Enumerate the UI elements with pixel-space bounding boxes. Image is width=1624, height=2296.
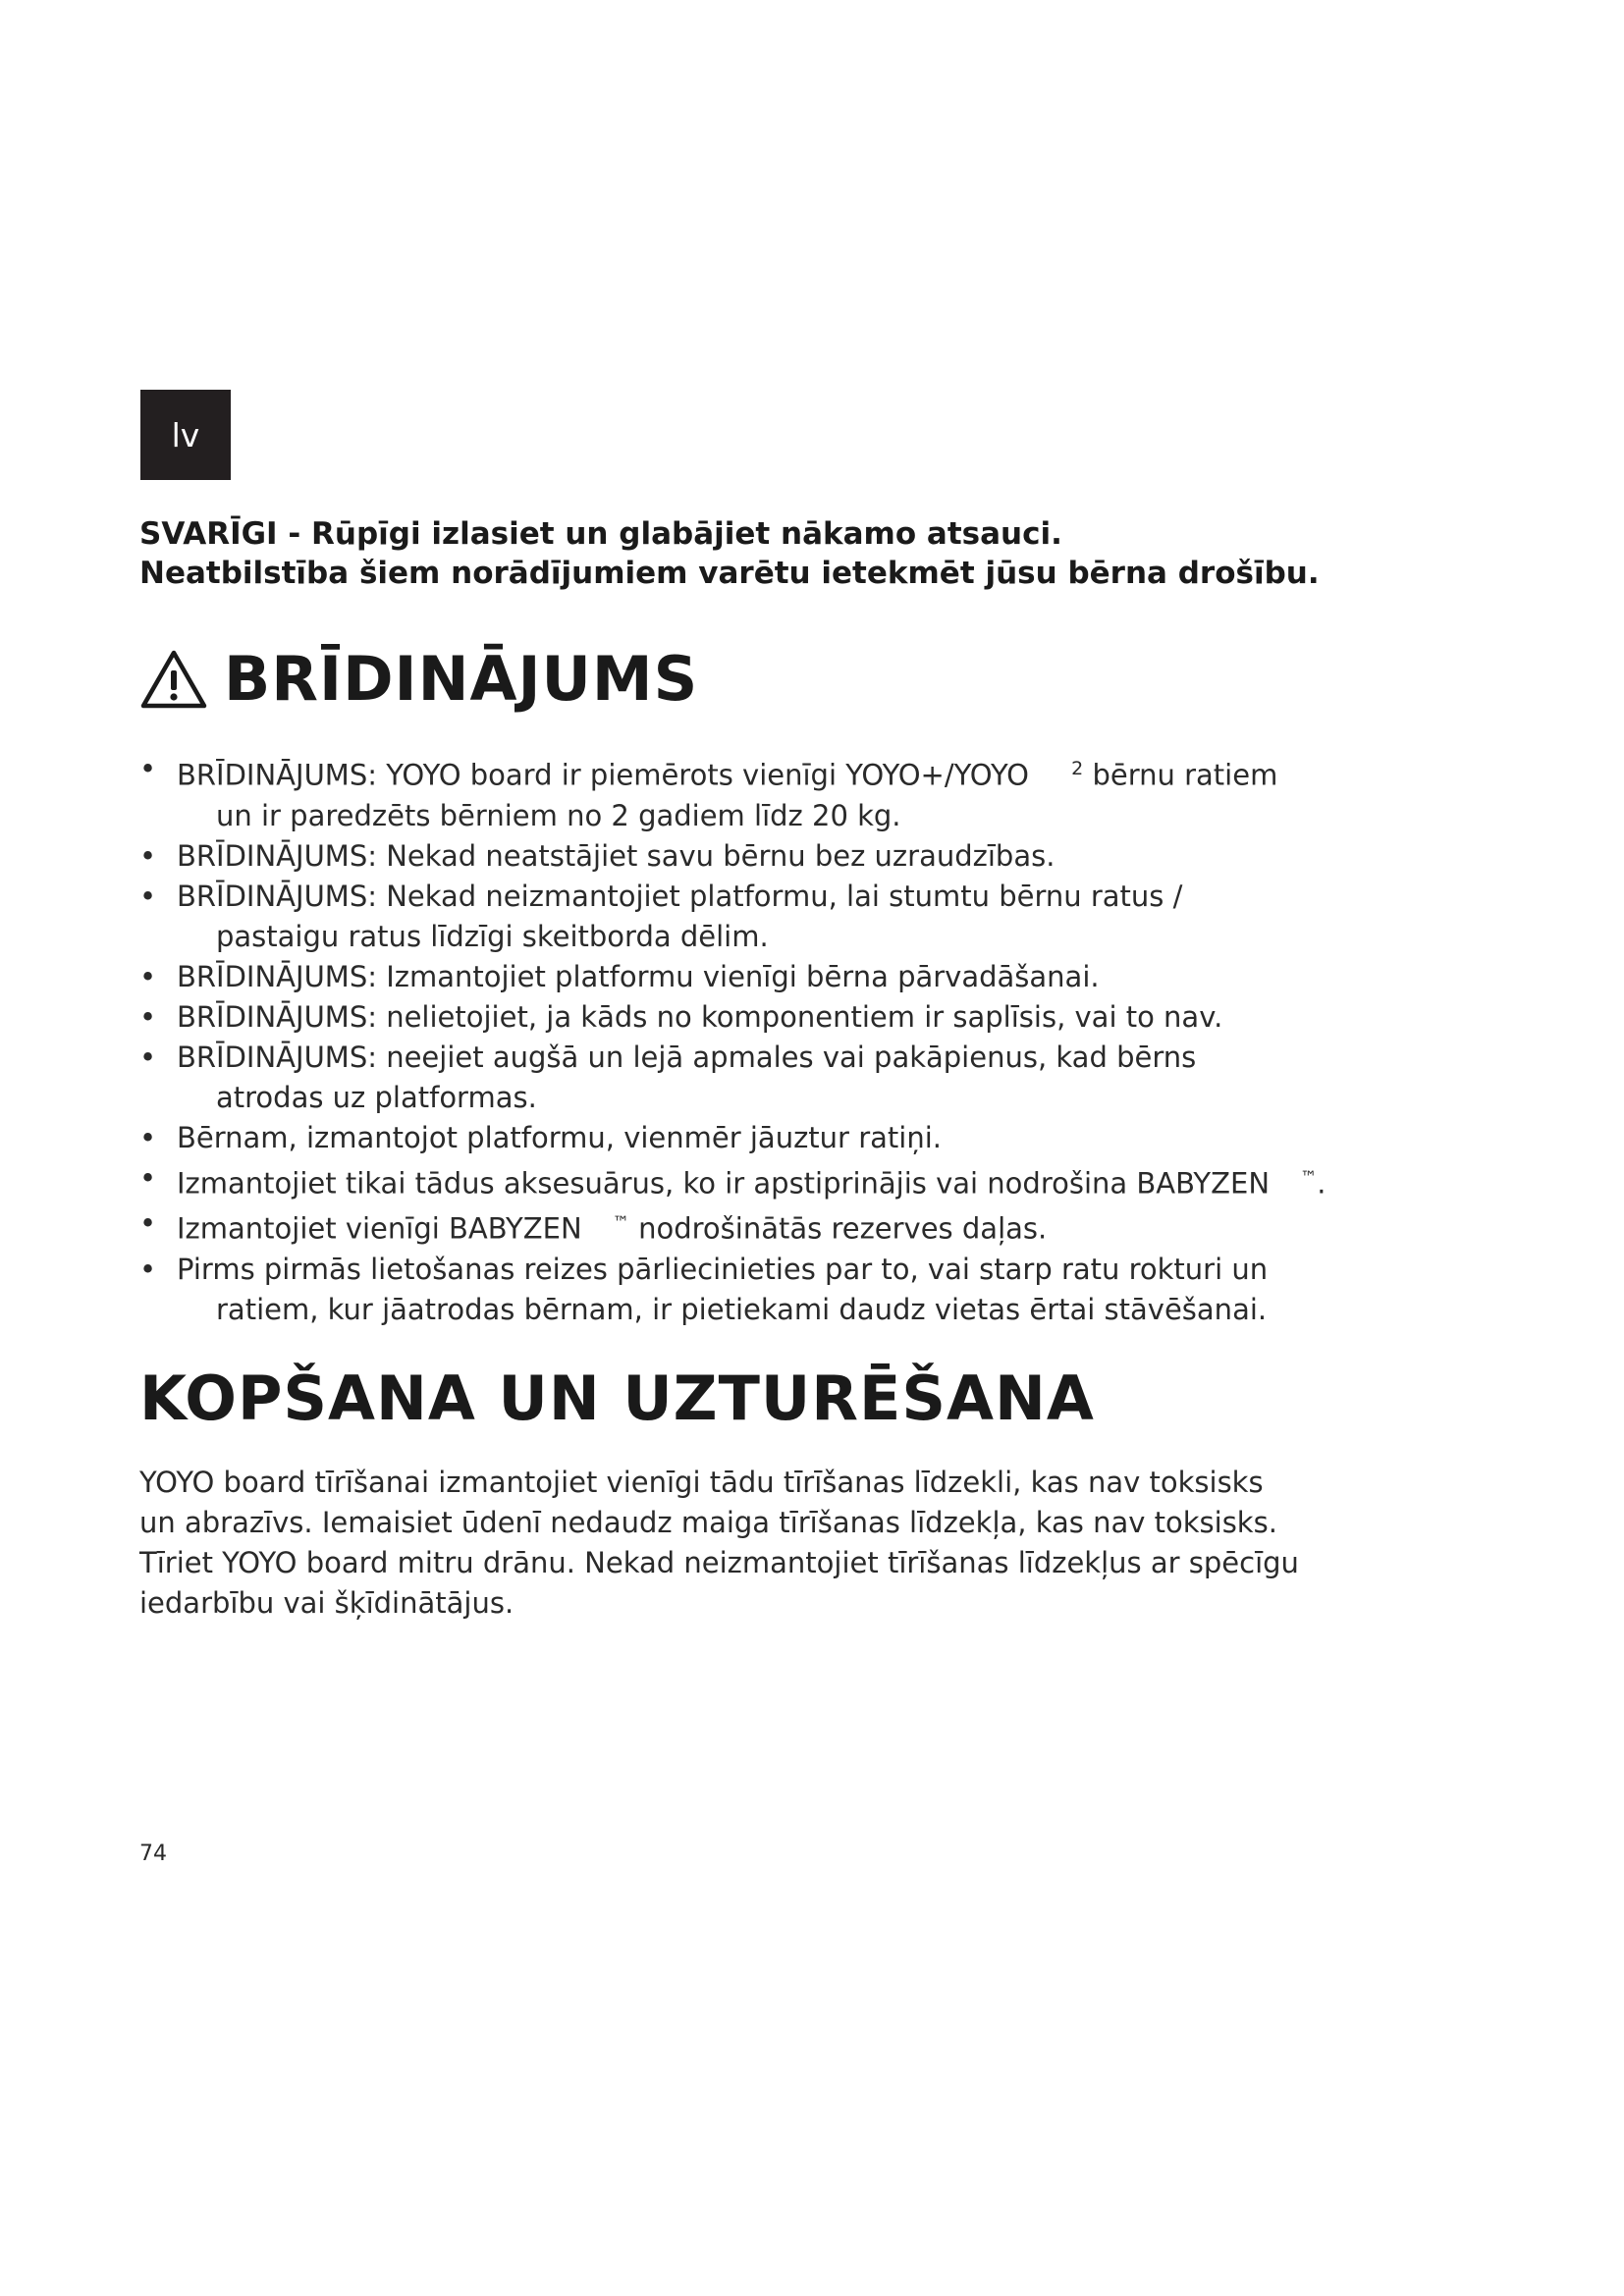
bullet: • [139, 752, 157, 785]
warning-title: BRĪDINĀJUMS [224, 643, 699, 715]
list-item [139, 1038, 1494, 1118]
warning-item-5-text: BRĪDINĀJUMS: nelietojiet, ja kāds no komponentiem ir saplīsis, vai to nav. [177, 999, 1223, 1034]
warning-heading [139, 643, 698, 715]
care-line-2: un abrazīvs. Iemaisiet ūdenī nedaudz maiga tīrīšanas līdzekļa, kas nav toksisks. [139, 1506, 1277, 1539]
bullet: • [139, 1160, 157, 1195]
bullet: • [139, 879, 157, 913]
bullet: • [139, 1040, 157, 1074]
list-item [139, 1203, 1494, 1250]
warning-item-3-text: BRĪDINĀJUMS: Nekad neizmantojiet platformu, lai stumtu bērnu ratus / [177, 879, 1183, 913]
bullet: • [139, 1252, 157, 1286]
list-item [139, 1250, 1494, 1330]
care-paragraph [139, 1463, 1514, 1624]
list-item [139, 877, 1494, 957]
warning-item-10-text: Pirms pirmās lietošanas reizes pārliecinieties par to, vai starp ratu rokturi un [177, 1252, 1269, 1286]
warning-item-1-cont: un ir paredzēts bērniem no 2 gadiem līdz 20 kg. [216, 798, 901, 832]
warning-triangle-icon [139, 649, 208, 710]
warning-item-8-text: Izmantojiet tikai tādus aksesuārus, ko ir apstiprinājis vai nodrošina BABYZEN [177, 1166, 1271, 1201]
trademark: ™ [612, 1213, 629, 1234]
list-item [139, 1158, 1494, 1204]
care-title: KOPŠANA UN UZTURĒŠANA [139, 1362, 1095, 1434]
warning-item-9-text-end: nodrošinātās rezerves daļas. [638, 1211, 1048, 1246]
language-badge: lv [140, 390, 231, 480]
list-item [139, 997, 1494, 1038]
bullet: • [139, 959, 157, 993]
warning-item-6-text: BRĪDINĀJUMS: neejiet augšā un lejā apmales vai pakāpienus, kad bērns [177, 1040, 1197, 1074]
warning-item-9-text: Izmantojiet vienīgi BABYZEN [177, 1211, 582, 1246]
warning-list [139, 749, 1494, 1330]
warning-item-10-cont: ratiem, kur jāatrodas bērnam, ir pietiekami daudz vietas ērtai stāvēšanai. [216, 1292, 1268, 1326]
bullet: • [139, 1206, 157, 1241]
bullet: • [139, 838, 157, 873]
warning-item-3-cont: pastaigu ratus līdzīgi skeitborda dēlim. [216, 919, 769, 953]
list-item [139, 1118, 1494, 1158]
important-notice [139, 514, 1494, 593]
list-item [139, 749, 1494, 836]
important-line-1: SVARĪGI - Rūpīgi izlasiet un glabājiet nākamo atsauci. [139, 516, 1062, 552]
page-number: 74 [139, 1842, 167, 1866]
superscript: 2 [1071, 758, 1084, 779]
list-item [139, 957, 1494, 997]
care-line-4: iedarbību vai šķīdinātājus. [139, 1586, 514, 1620]
bullet: • [139, 1120, 157, 1154]
warning-item-1-text-end: bērnu ratiem [1092, 758, 1278, 792]
warning-item-8-text-end: . [1317, 1166, 1326, 1201]
important-line-2: Neatbilstība šiem norādījumiem varētu ietekmēt jūsu bērna drošību. [139, 556, 1320, 591]
care-line-1: YOYO board tīrīšanai izmantojiet vienīgi tādu tīrīšanas līdzekli, kas nav toksisks [139, 1466, 1264, 1499]
bullet: • [139, 999, 157, 1034]
list-item [139, 836, 1494, 877]
care-line-3: Tīriet YOYO board mitru drānu. Nekad neizmantojiet tīrīšanas līdzekļus ar spēcīgu [139, 1546, 1299, 1579]
care-heading [139, 1362, 1095, 1434]
warning-item-4-text: BRĪDINĀJUMS: Izmantojiet platformu vienīgi bērna pārvadāšanai. [177, 959, 1100, 993]
warning-item-7-text: Bērnam, izmantojot platformu, vienmēr jāuztur ratiņi. [177, 1120, 942, 1154]
warning-item-2-text: BRĪDINĀJUMS: Nekad neatstājiet savu bērnu bez uzraudzības. [177, 838, 1056, 873]
trademark: ™ [1300, 1167, 1318, 1188]
warning-item-6-cont: atrodas uz platformas. [216, 1080, 537, 1114]
warning-item-1-text: BRĪDINĀJUMS: YOYO board ir piemērots vienīgi YOYO+/YOYO [177, 758, 1029, 792]
